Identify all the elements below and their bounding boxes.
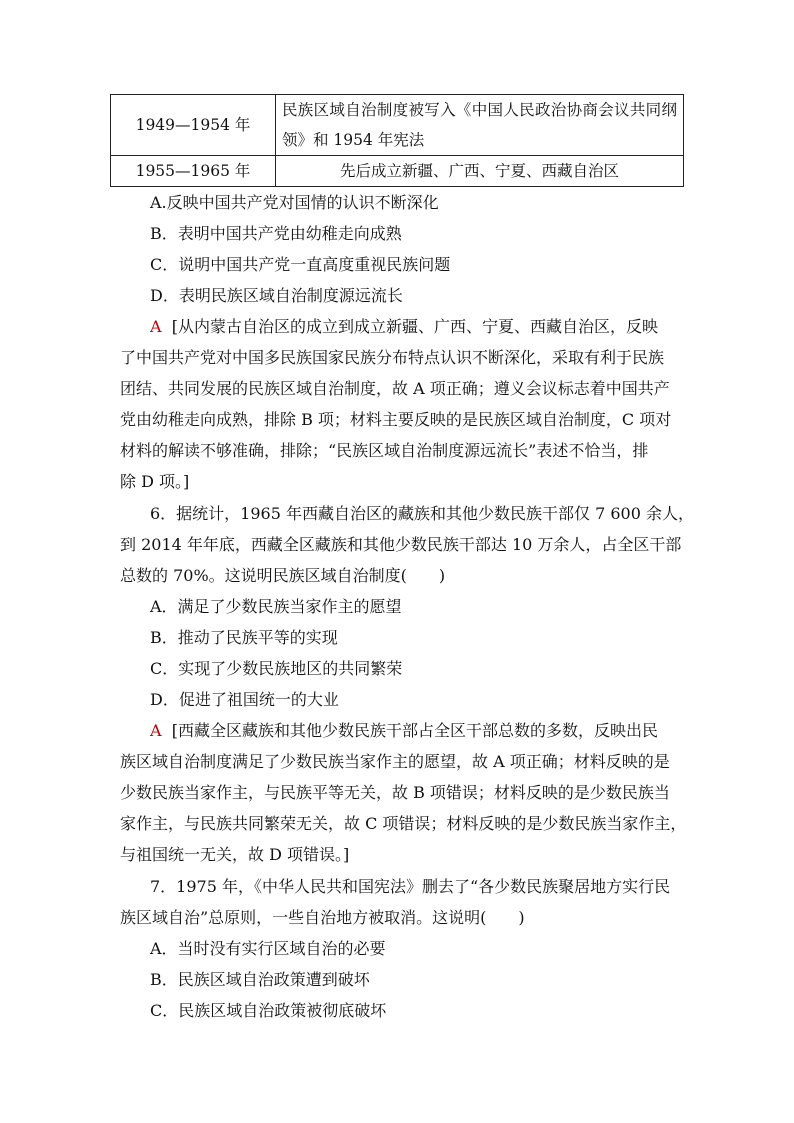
- q7-option-b: B．民族区域自治政策遭到破坏: [150, 970, 370, 989]
- q5-explanation-line: 除 D 项。]: [120, 472, 190, 491]
- table-row: [111, 156, 684, 187]
- q5-option-a: A.反映中国共产党对国情的认识不断深化: [150, 193, 439, 212]
- table-cell-event: 民族区域自治制度被写入《中国人民政治协商会议共同纲领》和 1954 年宪法: [276, 95, 684, 156]
- q6-stem-line: 到 2014 年年底，西藏全区藏族和其他少数民族干部达 10 万余人，占全区干部: [120, 535, 682, 554]
- q5-explanation-line: 材料的解读不够准确，排除；“民族区域自治制度源远流长”表述不恰当，排: [120, 441, 649, 460]
- q6-option-b: B．推动了民族平等的实现: [150, 628, 338, 647]
- q6-stem-line: 6．据统计，1965 年西藏自治区的藏族和其他少数民族干部仅 7 600 余人，: [150, 504, 694, 523]
- table-cell-year: 1949—1954 年: [111, 95, 276, 156]
- q7-option-a: A．当时没有实行区域自治的必要: [150, 939, 386, 958]
- q7-option-c: C．民族区域自治政策被彻底破坏: [150, 1001, 387, 1020]
- q6-explanation-line: 族区域自治制度满足了少数民族当家作主的愿望，故 A 项正确；材料反映的是: [120, 752, 670, 771]
- q5-answer-line: [150, 317, 658, 337]
- table-row: [111, 95, 684, 156]
- q7-stem-line: 族区域自治”总原则，一些自治地方被取消。这说明( ): [120, 908, 525, 927]
- q7-stem-line: 7．1975 年，《中华人民共和国宪法》删去了“各少数民族聚居地方实行民: [150, 877, 671, 896]
- history-table: [110, 94, 684, 187]
- q5-explanation-line: 了中国共产党对中国多民族国家民族分布特点认识不断深化，采取有利于民族: [120, 348, 665, 367]
- q6-explanation-line: 家作主，与民族共同繁荣无关，故 C 项错误；材料反映的是少数民族当家作主，: [120, 814, 687, 833]
- q6-answer-key: A: [150, 721, 162, 740]
- q6-stem-line: 总数的 70%。这说明民族区域自治制度( ): [120, 566, 446, 585]
- q5-explanation-line: [从内蒙古自治区的成立到成立新疆、广西、宁夏、西藏自治区，反映: [171, 317, 658, 336]
- q6-explanation-line: 与祖国统一无关，故 D 项错误。]: [120, 845, 350, 864]
- q5-explanation-line: 党由幼稚走向成熟，排除 B 项；材料主要反映的是民族区域自治制度，C 项对: [120, 410, 672, 429]
- q5-option-b: B．表明中国共产党由幼稚走向成熟: [150, 224, 402, 243]
- q6-answer-line: [150, 721, 658, 741]
- q5-option-c: C．说明中国共产党一直高度重视民族问题: [150, 255, 451, 274]
- table-cell-event: 先后成立新疆、广西、宁夏、西藏自治区: [276, 156, 684, 187]
- q6-option-a: A．满足了少数民族当家作主的愿望: [150, 597, 402, 616]
- q6-option-d: D．促进了祖国统一的大业: [150, 690, 339, 709]
- q5-answer-key: A: [150, 317, 162, 336]
- q6-explanation-line: 少数民族当家作主，与民族平等无关，故 B 项错误；材料反映的是少数民族当: [120, 783, 670, 802]
- q6-explanation-line: [西藏全区藏族和其他少数民族干部占全区干部总数的多数，反映出民: [171, 721, 658, 740]
- q5-option-d: D．表明民族区域自治制度源远流长: [150, 286, 403, 305]
- q5-explanation-line: 团结、共同发展的民族区域自治制度，故 A 项正确；遵义会议标志着中国共产: [120, 379, 670, 398]
- table-cell-year: 1955—1965 年: [111, 156, 276, 187]
- q6-option-c: C．实现了少数民族地区的共同繁荣: [150, 659, 403, 678]
